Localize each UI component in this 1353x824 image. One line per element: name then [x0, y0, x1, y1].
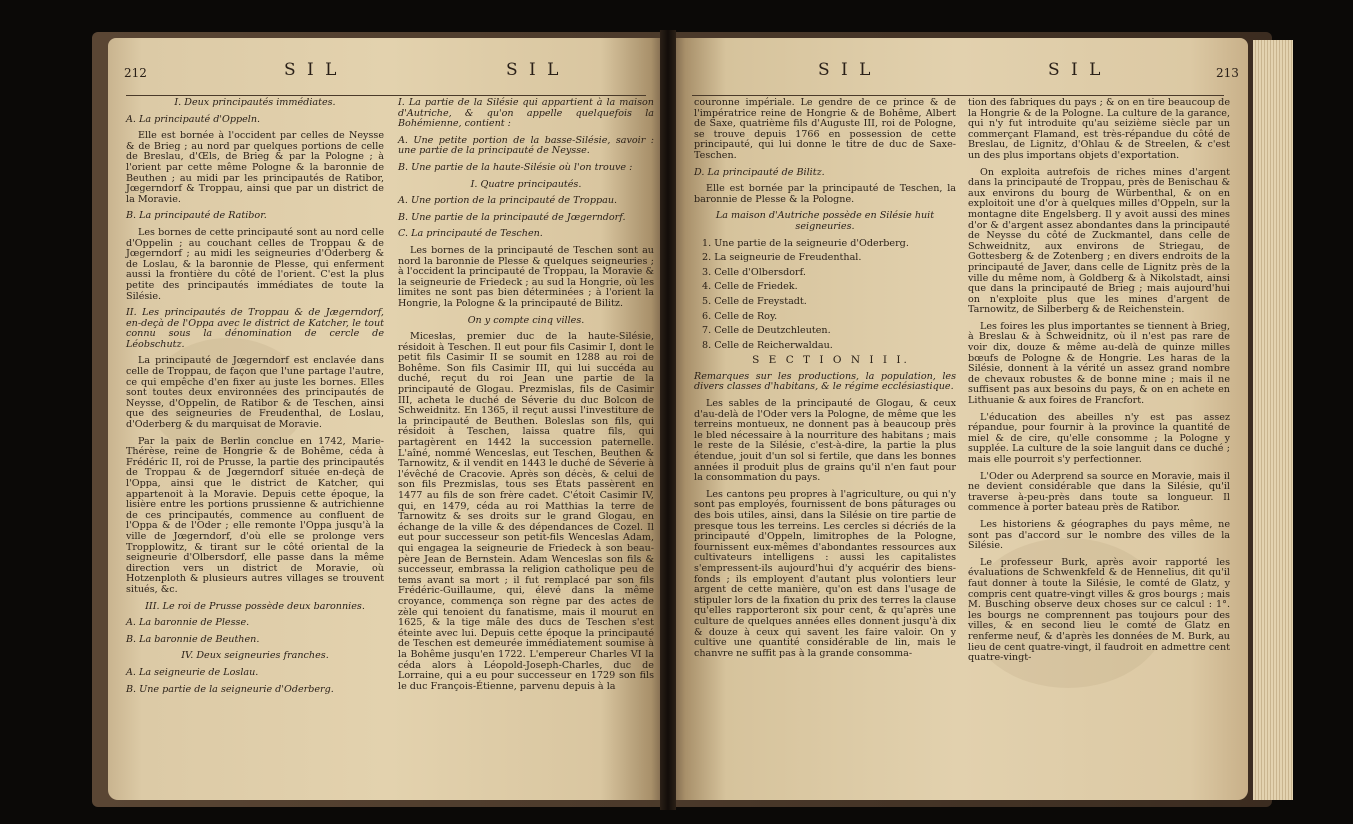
paragraph: couronne impériale. Le gendre de ce prince & de l'impératrice reine de Hongrie & de Bohême, Albert de Saxe, quatrième fils d'Auguste III, roi de Pologne, se trouve depuis 1766 en possession de cette principauté, qui lui donne le titre de duc de Saxe-Teschen. [694, 97, 956, 161]
section-heading: A. La seigneurie de Loslau. [126, 666, 259, 678]
section-heading: B. Une partie de la seigneurie d'Oderberg. [126, 683, 334, 695]
section-heading: A. La baronnie de Plesse. [126, 617, 250, 629]
section-heading: IV. Deux seigneuries franches. [181, 650, 329, 662]
section-heading: I. Quatre principautés. [470, 178, 582, 190]
book-gutter [660, 30, 676, 810]
running-head-right: S I L [1048, 60, 1104, 80]
paragraph: Les bornes de la principauté de Teschen sont au nord la baronnie de Plesse & quelques seigneuries ; à l'occident la principauté de Troppau, la Moravie & la seigneurie de Friedeck ; au sud la Hongrie, où les limites ne sont pas bien déterminées ; à l'orient la Hongrie, la Pologne & la principauté de Bilitz. [398, 244, 654, 309]
running-head-right: S I L [506, 60, 562, 80]
section-heading: I. La partie de la Silésie qui appartient à la maison d'Autriche, & qu'on appelle quelquefois la Bohémienne, contient : [398, 97, 654, 130]
paragraph: Le professeur Burk, après avoir rapporté les évaluations de Schwenkfeld & de Hennelius, dit qu'il faut donner à toute la Silésie, le comté de Glatz, y compris cent quatre-vingt villes & gros bourgs ; mais M. Busching observe deux choses sur ce calcul : 1°. les bourgs ne comprennent pas toujours pour des villes, & en second lieu le comté de Glatz en renferme neuf, & d'après les données de M. Burk, au lieu de cent quatre-vingt, il faudroit en admettre cent quatre-vingt- [968, 556, 1230, 664]
list-item: 7. Celle de Deutzchleuten. [702, 325, 831, 337]
section-heading: II. Les principautés de Troppau & de Jægerndorf, en-deçà de l'Oppa avec le district de Katcher, le tout connu sous la dénomination de cercle de Léobschutz. [126, 307, 384, 350]
paragraph: Les bornes de cette principauté sont au nord celle d'Oppelin ; au couchant celles de Troppau & de Jœgerndorf ; au midi les seigneuries d'Oderberg & de Loslau, & la baronnie de Plesse, qui enferment aussi la frontière du côté de l'orient. C'est la plus petite des principautés immédiates de toute la Silésie. [126, 226, 384, 302]
paragraph: Les foires les plus importantes se tiennent à Brieg, à Breslau & à Schweidnitz, où il n'est pas rare de voir dix, douze & même au-delà de quinze milles bœufs de Pologne & de Hongrie. Les haras de la Silésie, donnent à la vérité un assez grand nombre de chevaux robustes & de bonne mine ; mais il ne suffisent pas aux besoins du pays, & on en achete en Lithuanie & aux foires de Francfort. [968, 320, 1230, 407]
paragraph: Les historiens & géographes du pays même, ne sont pas d'accord sur le nombre des villes de la Silésie. [968, 518, 1230, 552]
paragraph: La principauté de Jœgerndorf est enclavée dans celle de Troppau, de façon que l'une partage l'autre, ce qui empêche d'en fixer au juste les bornes. Elles sont toutes deux environnées des principautés de Neysse, d'Oppelin, de Ratibor & de Teschen, ainsi que des seigneuries de Freudenthal, de Loslau, d'Oderberg & du marquisat de Moravie. [126, 355, 384, 431]
paragraph: Les cantons peu propres à l'agriculture, ou qui n'y sont pas employés, fournissent de bons pâturages ou des bois utiles, ainsi, dans la Silésie on tire partie de presque tous les terreins. Les cercles si décriés de la principauté d'Oppeln, limitrophes de la Pologne, fournissent eux-mêmes d'abondantes ressources aux cultivateurs intelligens : aussi les capitalistes s'empressent-ils aujourd'hui d'y acquérir des biens-fonds ; ils employent d'autant plus volontiers leur argent de cette manière, qu'on est dans l'usage de stipuler lors de la fixation du prix des terres la clause qu'elles rapporteront six pour cent, & qu'après une culture de quelques années elles donnent jusqu'à dix & douze à ceux qui savent les faire valoir. On y cultive une quantité considérable de lin, mais le chanvre ne suffit pas à la grande consomma- [694, 488, 956, 659]
header-rule [126, 95, 646, 96]
section-heading: D. La principauté de Bilitz. [694, 166, 825, 178]
section-heading: A. La principauté d'Oppeln. [126, 113, 261, 125]
section-heading: B. Une partie de la haute-Silésie où l'on trouve : [398, 161, 633, 173]
paragraph: Elle est bornée par la principauté de Teschen, la baronnie de Plesse & la Pologne. [694, 183, 956, 205]
running-head-left: S I L [284, 60, 340, 80]
list-item: 2. La seigneurie de Freudenthal. [702, 252, 862, 264]
paragraph: Micesłas, premier duc de la haute-Silésie, résidoit à Teschen. Il eut pour fils Casimir I, dont le petit fils Casimir II se soumit en 1288 au roi de Bohême. Son fils Casimir III, qui lui succéda au duché, reçut du roi Jean une partie de la principauté de Glogau. Prezmislas, fils de Casimir III, acheta le duché de Séverie du duc Bolcon de Schweidnitz. En 1365, il reçut aussi l'investiture de la principauté de Beuthen. Boleslas son fils, qui résidoit à Teschen, laissa quatre fils, qui partagèrent en 1442 la succession paternelle. L'aîné, nommé Wenceslas, eut Teschen, Beuthen & Tarnowitz, & il vendit en 1443 le duché de Séverie à l'évêché de Cracovie. Après son décès, & celui de son fils Prezmislas, tous ses États passèrent en 1477 au fils de son frère cadet. C'étoit Casimir IV, qui, en 1479, céda au roi Matthias la terre de Tarnowitz & ses droits sur le grand Glogau, en échange de la ville & des dépendances de Cozel. Il eut pour successeur son petit-fils Wenceslas Adam, qui engagea la seigneurie de Friedeck à son beau-père Jean de Bernstein. Adam Wenceslas son fils & successeur, embrassa la religion catholique peu de tems avant sa mort ; il fut remplacé par son fils Frédéric-Guillaume, qui, élevé dans la même croyance, commença son règne par des actes de zèle qui tenoient du fanatisme, mais il mourut en 1625, & la tige mâle des ducs de Teschen s'est éteinte avec lui. Depuis cette époque la principauté de Teschen est demeurée immédiatement soumise à la Bohême jusqu'en 1722. L'empereur Charles VI la céda alors à Léopold-Joseph-Charles, duc de Lorraine, qui a eu pour successeur en 1729 son fils le duc François-Étienne, parvenu depuis à la [398, 331, 654, 692]
section-heading: Remarques sur les productions, la population, les divers classes d'habitans, & le régime ecclésiastique. [694, 370, 956, 393]
paragraph: L'éducation des abeilles n'y est pas assez répandue, pour fournir à la province la quantité de miel & de cire, qu'elle consomme ; la Pologne y supplée. La culture de la soie languit dans ce duché ; mais elle pourroit s'y perfectionner. [968, 411, 1230, 465]
page-number-left: 212 [124, 66, 147, 80]
list-item: 4. Celle de Friedek. [702, 281, 798, 293]
page-edges [1253, 40, 1293, 800]
header-rule [692, 95, 1224, 96]
list-item: 3. Celle d'Olbersdorf. [702, 266, 806, 278]
section-heading: B. La baronnie de Beuthen. [126, 633, 260, 645]
section-heading: III. Le roi de Prusse possède deux baronnies. [145, 600, 365, 612]
list-item: 8. Celle de Reicherwaldau. [702, 339, 833, 351]
paragraph: On exploita autrefois de riches mines d'argent dans la principauté de Troppau, près de Benischau & aux environs du bourg de Würbenthal, & on en exploitoit une d'or à quelques milles d'Oppeln, sur la montagne dite Engelsberg. Il y avoit aussi des mines d'or & d'argent assez abondantes dans la principauté de Neysse du côté de Zuckmantel, dans celle de Schweidnitz, aux environs de Striegau, de Gottesberg & de Zotenberg ; en divers endroits de la principauté de Javer, dans celle de Lignitz près de la ville du même nom, à Goldberg & à Nikolstadt, ainsi que dans la principauté de Brieg ; mais aujourd'hui on n'exploite plus que les mines d'argent de Tarnowitz, de Silberberg & de Reichenstein. [968, 166, 1230, 316]
left-page [108, 38, 668, 800]
section-heading: S E C T I O N I I I. [752, 354, 910, 367]
section-heading: A. Une petite portion de la basse-Silésie, savoir : une partie de la principauté de Neysse. [398, 134, 654, 157]
paragraph: Elle est bornée à l'occident par celles de Neysse & de Brieg ; au nord par quelques portions de celle de Breslau, d'Œls, de Brieg & par la Pologne ; à l'orient par cette même Pologne & la baronnie de Beuthen ; au midi par les principautés de Ratibor, Jœgerndorf & Troppau, ainsi que par un district de la Moravie. [126, 130, 384, 205]
section-heading: A. Une portion de la principauté de Troppau. [398, 195, 618, 207]
section-heading: I. Deux principautés immédiates. [174, 97, 336, 108]
section-heading: La maison d'Autriche possède en Silésie huit seigneuries. [715, 210, 935, 232]
section-heading: C. La principauté de Teschen. [398, 228, 543, 240]
list-item: 5. Celle de Freystadt. [702, 295, 807, 307]
list-item: 1. Une partie de la seigneurie d'Oderberg. [702, 237, 909, 249]
left-column-1 [126, 98, 384, 701]
list-item: 6. Celle de Roy. [702, 310, 778, 322]
paragraph: tion des fabriques du pays ; & on en tire beaucoup de la Hongrie & de la Pologne. La culture de la garance, qui n'y fut introduite qu'au seizième siècle par un commerçant Flamand, est très-répandue du côté de Breslau, de Lignitz, d'Ohlau & de Streelen, & c'est un des plus importans objets d'exportation. [968, 97, 1230, 161]
section-heading: On y compte cinq villes. [467, 314, 585, 326]
right-column-1 [694, 98, 956, 665]
section-heading: B. Une partie de la principauté de Jœgerndorf. [398, 211, 626, 223]
right-column-2 [968, 98, 1230, 670]
paragraph: L'Oder ou Aderprend sa source en Moravie, mais il ne devient considérable que dans la Silésie, qu'il traverse à-peu-près dans toute sa longueur. Il commence à porter bateau près de Ratibor. [968, 470, 1230, 514]
section-heading: B. La principauté de Ratibor. [126, 210, 267, 222]
right-page [668, 38, 1248, 800]
paragraph: Par la paix de Berlin conclue en 1742, Marie-Thérèse, reine de Hongrie & de Bohême, céda à Frédéric II, roi de Prusse, la partie des principautés de Troppau & de Jœgerndorf située en-deçà de l'Oppa, ainsi que le district de Katcher, qui appartenoit à la Moravie. Depuis cette époque, la lisière entre les portions prussienne & autrichienne de ces principautés, commence au confluent de l'Oppa & de l'Oder ; elle remonte l'Oppa jusqu'à la ville de Jœgerndorf, d'où elle se prolonge vers Tropplowitz, & tirant sur le côté oriental de la seigneurie d'Olbersdorf, elle passe dans la même direction vers un district de Moravie, où Hotzenploth & plusieurs autres villages se trouvent situés, &c. [126, 435, 384, 595]
paragraph: Les sables de la principauté de Glogau, & ceux d'au-delà de l'Oder vers la Pologne, de même que les terreins montueux, ne donnent pas à beaucoup près le bled nécessaire à la nourriture des habitans ; mais le reste de la Silésie, c'est-à-dire, la partie la plus étendue, jouit d'un sol si fertile, que dans les bonnes années il produit plus de grains qu'il n'en faut pour la consommation du pays. [694, 398, 956, 484]
left-column-2 [398, 98, 654, 698]
page-number-right: 213 [1216, 66, 1239, 80]
running-head-left: S I L [818, 60, 874, 80]
